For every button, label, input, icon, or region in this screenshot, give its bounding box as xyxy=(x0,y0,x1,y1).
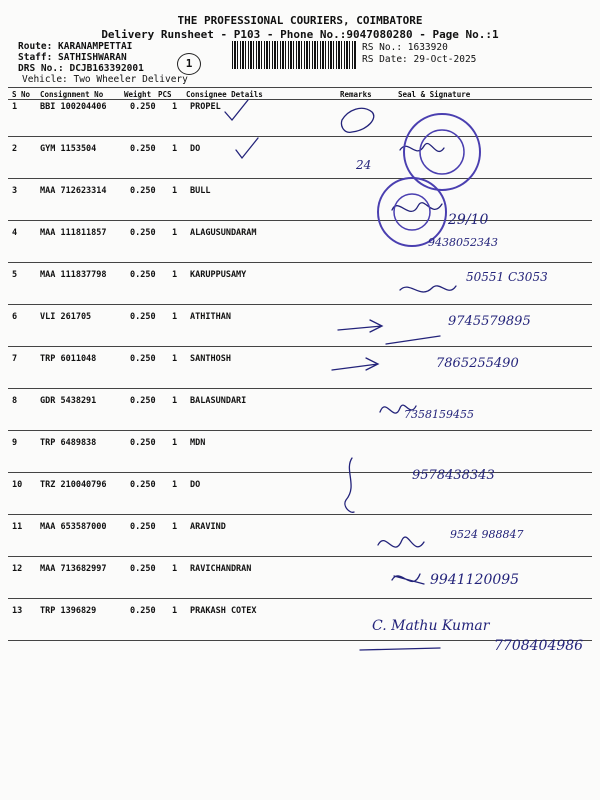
strike-scribble xyxy=(392,574,424,584)
hw-date-24: 24 xyxy=(356,158,372,172)
circled-page-mark: 1 xyxy=(177,53,201,75)
row-pcs: 1 xyxy=(172,312,178,322)
row-pcs: 1 xyxy=(172,186,178,196)
row-consignment: TRP 1396829 xyxy=(40,606,97,616)
row-consignee: SANTHOSH xyxy=(190,354,231,364)
row-pcs: 1 xyxy=(172,564,178,574)
row-consignment: MAA 653587000 xyxy=(40,522,107,532)
underline xyxy=(360,648,440,650)
hw-phone-row11: 9524 988847 xyxy=(450,528,524,541)
row-consignee: BALASUNDARI xyxy=(190,396,247,406)
hw-phone-row4: 9438052343 xyxy=(428,236,498,249)
row-pcs: 1 xyxy=(172,606,178,616)
staff-label: Staff: SATHISHWARAN xyxy=(18,52,127,63)
hw-phone-row8: 7358159455 xyxy=(404,408,474,421)
row-sno: 3 xyxy=(12,186,18,196)
signature-scribble xyxy=(392,203,442,212)
tick-mark xyxy=(236,138,258,158)
row-consignment: GYM 1153504 xyxy=(40,144,97,154)
row-consignment: MAA 111811857 xyxy=(40,228,107,238)
hw-phone-row10: 9578438343 xyxy=(412,468,495,483)
row-weight: 0.250 xyxy=(130,186,156,196)
row-consignee: ALAGUSUNDARAM xyxy=(190,228,257,238)
row-consignment: MAA 111837798 xyxy=(40,270,107,280)
drs-label: DRS No.: DCJB163392001 xyxy=(18,63,144,74)
strike-arrow xyxy=(338,320,382,332)
strike-line xyxy=(386,336,440,344)
row-sno: 7 xyxy=(12,354,18,364)
rs-date: RS Date: 29-Oct-2025 xyxy=(362,54,477,65)
row-pcs: 1 xyxy=(172,144,178,154)
row-pcs: 1 xyxy=(172,480,178,490)
row-sno: 11 xyxy=(12,522,23,532)
hw-date-29-10: 29/10 xyxy=(448,212,489,228)
row-consignment: GDR 5438291 xyxy=(40,396,97,406)
row-sno: 13 xyxy=(12,606,23,616)
col-pcs: PCS xyxy=(158,90,172,99)
row-sno: 12 xyxy=(12,564,23,574)
row-sno: 9 xyxy=(12,438,18,448)
row-sno: 5 xyxy=(12,270,18,280)
row-consignee: PROPEL xyxy=(190,102,221,112)
row-pcs: 1 xyxy=(172,396,178,406)
strike-arrow xyxy=(332,358,378,370)
row-pcs: 1 xyxy=(172,522,178,532)
col-seal-signature: Seal & Signature xyxy=(398,90,471,99)
row-consignment: BBI 100204406 xyxy=(40,102,107,112)
row-pcs: 1 xyxy=(172,102,178,112)
row-consignee: ARAVIND xyxy=(190,522,226,532)
rs-number: RS No.: 1633920 xyxy=(362,42,448,53)
runsheet-title: Delivery Runsheet - P103 - Phone No.:9047080280 - Page No.:1 xyxy=(101,28,499,41)
row-weight: 0.250 xyxy=(130,522,156,532)
row-sno: 4 xyxy=(12,228,18,238)
row-pcs: 1 xyxy=(172,270,178,280)
row-sno: 2 xyxy=(12,144,18,154)
route-label: Route: KARANAMPETTAI xyxy=(18,41,133,52)
row-weight: 0.250 xyxy=(130,270,156,280)
row-consignment: MAA 713682997 xyxy=(40,564,107,574)
row-weight: 0.250 xyxy=(130,354,156,364)
hw-phone-row12: 9941120095 xyxy=(430,572,520,588)
row-weight: 0.250 xyxy=(130,228,156,238)
row-consignee: ATHITHAN xyxy=(190,312,231,322)
row-weight: 0.250 xyxy=(130,312,156,322)
row-consignment: TRP 6011048 xyxy=(40,354,97,364)
row-consignee: RAVICHANDRAN xyxy=(190,564,252,574)
row-consignee: BULL xyxy=(190,186,211,196)
hw-phone-row5: 50551 C3053 xyxy=(466,270,548,284)
col-consignee: Consignee Details xyxy=(186,90,263,99)
row-consignment: TRZ 210040796 xyxy=(40,480,107,490)
col-remarks: Remarks xyxy=(340,90,372,99)
row-pcs: 1 xyxy=(172,438,178,448)
vertical-scribble xyxy=(345,458,354,512)
row-consignee: PRAKASH COTEX xyxy=(190,606,257,616)
signature-scribble xyxy=(400,286,456,292)
row-consignee: KARUPPUSAMY xyxy=(190,270,247,280)
row-consignment: TRP 6489838 xyxy=(40,438,97,448)
hw-phone-row13: 7708404986 xyxy=(494,638,584,654)
col-weight: Weight xyxy=(124,90,152,99)
hw-signature-name: C. Mathu Kumar xyxy=(372,618,490,634)
row-consignee: DO xyxy=(190,480,201,490)
row-weight: 0.250 xyxy=(130,564,156,574)
row-consignment: VLI 261705 xyxy=(40,312,92,322)
row-sno: 8 xyxy=(12,396,18,406)
hw-phone-row6: 9745579895 xyxy=(448,314,531,329)
row-weight: 0.250 xyxy=(130,480,156,490)
row-pcs: 1 xyxy=(172,354,178,364)
row-consignee: MDN xyxy=(190,438,206,448)
row-weight: 0.250 xyxy=(130,396,156,406)
vehicle-label: Vehicle: Two Wheeler Delivery xyxy=(22,74,188,85)
row-sno: 6 xyxy=(12,312,18,322)
col-consignment: Consignment No xyxy=(40,90,104,99)
row-weight: 0.250 xyxy=(130,606,156,616)
row-consignment: MAA 712623314 xyxy=(40,186,107,196)
row-weight: 0.250 xyxy=(130,102,156,112)
company-title: THE PROFESSIONAL COURIERS, COIMBATORE xyxy=(177,14,423,27)
row-sno: 1 xyxy=(12,102,18,112)
remark-scribble xyxy=(341,108,373,132)
hw-phone-row7: 7865255490 xyxy=(436,356,519,371)
row-sno: 10 xyxy=(12,480,23,490)
row-weight: 0.250 xyxy=(130,144,156,154)
row-pcs: 1 xyxy=(172,228,178,238)
row-weight: 0.250 xyxy=(130,438,156,448)
col-sno: S No xyxy=(12,90,31,99)
tick-mark xyxy=(225,100,248,120)
row-consignee: DO xyxy=(190,144,201,154)
signature-scribble xyxy=(378,537,424,547)
